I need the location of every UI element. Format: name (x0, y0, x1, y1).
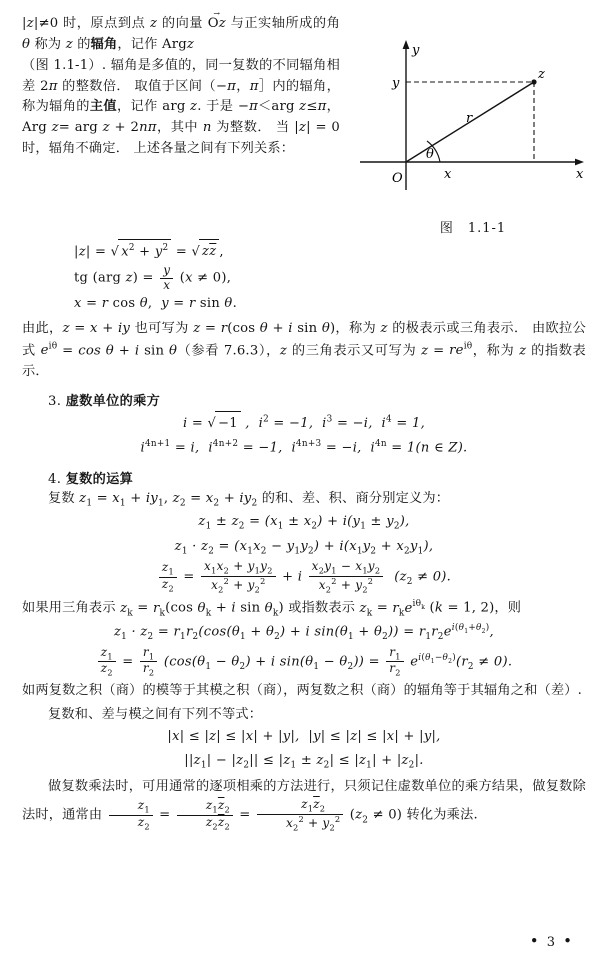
y-axis-label: y (412, 43, 420, 58)
formula-rect-from-polar: x = r cos θ, y = r sin θ. (74, 296, 237, 312)
inequality-lead: 复数和、差与模之间有下列不等式： (48, 706, 263, 722)
point-z-label: z (538, 67, 545, 82)
section-3-title: 虚数单位的乘方 (65, 394, 161, 410)
formula-polar-product: $z_1 \cdot z_2 = r_1r_2(\cos(\theta_1 + \theta_2) + i$ $\sin(\theta_1 + \theta_2)) = r_1r_2e^{i(\theta_1+\theta_2)}$, (114, 623, 494, 643)
complex-plane-diagram (348, 38, 598, 203)
intro-line-1: |z|≠0 时，原点到点 z 的向量 Oz → 与正实轴所成的角 θ 称为 z 的辐角，记作 Argz (22, 16, 340, 52)
intro-paragraph (22, 14, 340, 56)
section-4-title: 复数的运算 (65, 471, 134, 487)
formula-inequality-2: $||z_1| - |z_2|| \le |z_1 \pm z_2| \le |z_1| + |z_2|$. (184, 753, 424, 772)
theta-label: θ (426, 147, 434, 162)
section-3-heading (22, 390, 586, 409)
intro-paragraph-rest: （图 1.1-1）. 辐角是多值的，同一复数的不同辐角相差 2π 的整数倍． 取值于区间（−π，π］内的辐角，称为辐角的主值，记作 arg z. 于是 −π＜arg z≤π，Arg z= arg z + 2nπ，其中 n 为整数． 当 |z| = 0 时，辐角不确定． 上述各量之间有下列关系： (22, 57, 341, 157)
origin-label: O (392, 171, 403, 186)
formula-i-powers-1: i = √ −1 , $i^2 = -1$, $i^3 = -i$, $i^4 = 1$, (22, 411, 586, 436)
y-axis-arrow (403, 40, 410, 49)
figure-caption-label: 1.1-1 (467, 221, 507, 236)
radius-label: r (466, 111, 473, 126)
figure-caption (348, 217, 598, 236)
section-4-heading (22, 468, 586, 487)
final-paragraph: 做复数乘法时，可用通常的逐项相乘的方法进行，只须记住虚数单位的乘方结果，做复数除法时，通常由 $\frac{z_1}{z_2}$ = $\frac{z_1\overline{z}_2}{z_2\overline{z}_2}$ = $\frac{z_1\overline{z}_2}{x_2^2 + y_2^2}$ $(z_2 \ne 0)$ 转化为乘法. (22, 779, 586, 833)
formula-i-powers-2: $i^{4n+1} = i$, $i^{4n+2} = -1$, $i^{4n+3} = -i$, $i^{4n} = 1(n$ ∈ Z). (140, 439, 468, 456)
y-projection-label: y (392, 76, 400, 91)
formula-quotient: $\frac{z_1}{z_2}$ = $\frac{x_1x_2 + y_1y_2}{x_2^2 + y_2^2}$ + i $\frac{x_2y_1 - x_1y_2}{x_2^2 + y_2^2}$ $(z_2 \ne 0)$. (22, 560, 586, 594)
formula-sum-diff: $z_1 \pm z_2 = (x_1 \pm x_2) + i(y_1 \pm y_2)$, (198, 514, 410, 532)
page-number: • 3 • (529, 932, 574, 950)
section-4-number: 4. (48, 471, 62, 487)
section-3-number: 3. (48, 394, 62, 410)
formula-product: $z_1 \cdot z_2 = (x_1x_2 - y_1y_2) + i(x_1y_2 + x_2y_1)$, (174, 539, 434, 557)
figure-1-1-1 (340, 14, 598, 236)
formula-tangent: tg (arg z) = $\frac{y}{x}$ (x ≠ 0), (74, 263, 232, 292)
figure-caption-main: 图 (439, 221, 454, 236)
polar-form-paragraph: 由此，z = x + iy 也可写为 z = r(cos θ + i sin θ)，称为 z 的极表示或三角表示． 由欧拉公式 $e^{i\theta} = \cos \theta + i$ sin θ（参看 7.6.3），z 的三角表示又可写为 $z = re^{i\theta}$，称为 z 的指数表示． (22, 321, 586, 380)
top-section (22, 14, 586, 236)
x-axis-label: x (576, 167, 584, 182)
page-number-value: 3 (546, 935, 557, 950)
x-axis-arrow (575, 159, 584, 166)
formula-modulus: |z| = √ $x^2 + y^2$ = √ $z\overline{z}$ , (22, 239, 586, 264)
point-z-marker (531, 79, 536, 84)
formula-polar-quotient: $\frac{z_1}{z_2}$ = $\frac{r_1}{r_2}$ ($\cos(\theta_1 - \theta_2) + i$ $\sin(\theta_1 - \theta_2)$) = $\frac{r_1}{r_2}$ $e^{i(\theta_1-\theta_2)}(r_2 \ne 0)$. (22, 646, 586, 678)
formula-inequality-1: |x| ≤ |z| ≤ |x| + |y|, |y| ≤ |z| ≤ |x| + |y|, (167, 729, 441, 745)
section-4-lead: 复数 $z_1 = x_1 + iy_1$, $z_2 = x_2 + iy_2$ 的和、差、积、商分别定义为： (48, 490, 450, 509)
modulus-rule-paragraph: 如两复数之积（商）的模等于其模之积（商），两复数之积（商）的辐角等于其辐角之和（差）. (22, 682, 583, 698)
trig-form-paragraph: 如果用三角表示 $z_k = r_k(\cos$ $\theta_k + i$ $\sin \theta_k$) 或指数表示 $z_k = r_ke^{i\theta_k}$ (k = 1, 2)，则 (22, 599, 522, 619)
x-projection-label: x (444, 167, 452, 182)
top-text-column (22, 14, 340, 160)
